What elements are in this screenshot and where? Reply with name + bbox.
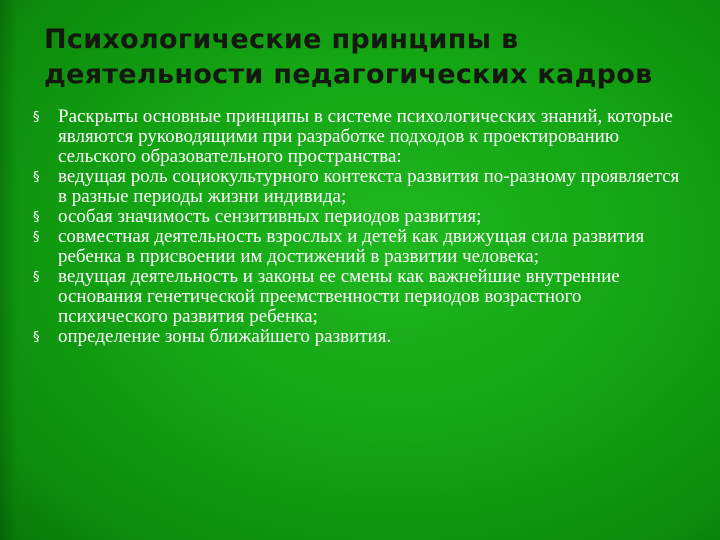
left-shadow-stripe: [0, 0, 18, 540]
list-item: [33, 107, 683, 167]
bullet-icon: §: [33, 210, 40, 225]
list-item-text: определение зоны ближайшего развития.: [58, 326, 392, 347]
list-item-text: особая значимость сензитивных периодов развития;: [58, 206, 482, 227]
bullet-icon: §: [33, 170, 40, 185]
bullet-icon: §: [33, 270, 40, 285]
list-item-text: ведущая деятельность и законы ее смены как важнейшие внутренние основания генетической преемственности периодов возрастного психического развития ребенка;: [58, 266, 620, 327]
list-item: [33, 207, 683, 227]
list-item: [33, 227, 683, 267]
list-item: [33, 327, 683, 347]
list-item-text: совместная деятельность взрослых и детей как движущая сила развития ребенка в присвоении им достижений в развитии человека;: [58, 226, 645, 267]
bullet-icon: §: [33, 110, 40, 125]
list-item-text: ведущая роль социокультурного контекста развития по-разному проявляется в разные периоды жизни индивида;: [58, 166, 680, 207]
slide-title: Психологические принципы в деятельности педагогических кадров: [44, 24, 653, 90]
list-item: [33, 267, 683, 327]
list-item-text: Раскрыты основные принципы в системе психологических знаний, которые являются руководящими при разработке подходов к проектированию сельского образовательного пространства:: [58, 106, 673, 167]
bullet-icon: §: [33, 330, 40, 345]
bullet-icon: §: [33, 230, 40, 245]
principles-list: [33, 107, 683, 347]
list-item: [33, 167, 683, 207]
